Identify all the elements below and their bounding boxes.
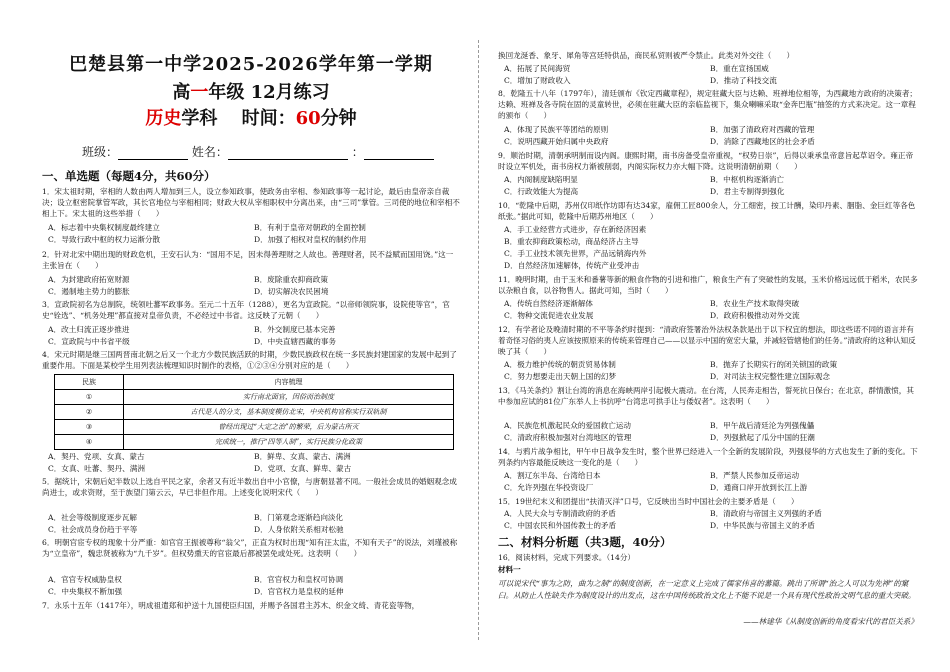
q3-option-a[interactable]: A．改土归流正逐步推进: [48, 325, 130, 334]
subject-name: 历史: [145, 108, 182, 129]
right-column: [498, 0, 918, 672]
table-cell-number: ③: [55, 420, 124, 435]
q9-option-d[interactable]: D．君主专制得到强化: [710, 187, 785, 196]
q7-option-d[interactable]: D．推动了科技交流: [710, 76, 777, 85]
table-cell-content: 完成统一，推行“四等人制”，实行民族分化政策: [124, 435, 454, 450]
q11-option-b[interactable]: B．农业生产技术取得突破: [710, 299, 800, 308]
q11-option-d[interactable]: D．政府积极推动对外交流: [710, 311, 800, 320]
q7-option-c[interactable]: C．增加了财政收入: [504, 76, 571, 85]
q14-option-b[interactable]: B．严禁人民参加反帝运动: [710, 471, 800, 480]
q5-option-b[interactable]: B．门第观念逐渐趋向淡化: [254, 513, 344, 522]
q10-option-c[interactable]: C．手工业技术领先世界，产品远销海内外: [504, 249, 647, 258]
grade-pre: 高: [172, 82, 191, 103]
q3-stem: 3．宣政院初名为总制院，统领吐蕃军政事务。至元二十五年（1288），更名为宣政院。“以帝师领院事，设院使等官”，官史“铨选”、“机务处理”都直接对皇帝负责，不必经过中书省。这反映了元朝（ ）: [42, 300, 450, 321]
table-header-row: [55, 375, 454, 390]
time-value: 60: [295, 108, 321, 129]
q15-stem: 15．19世纪末义和团提出“扶清灭洋”口号，它反映出当时中国社会的主要矛盾是（ ）: [498, 497, 799, 506]
q8-option-a[interactable]: A．体现了民族平等团结的原则: [504, 125, 609, 134]
q12-stem: 12．有学者论及晚清时期的不平等条约时提到：“清政府签署治外法权条款是出于以下权宜的想法，即这些诺不同的语言并有着奇怪习俗的夷人应该按照原来的传统来管理自己——以显示中国的宽宏大量，并减轻管辖他们的任务。”清政府的这种认知反映了其（ ）: [498, 325, 916, 357]
q4-option-a[interactable]: A．契丹、党项、女真、蒙古: [48, 452, 145, 461]
q13-option-d[interactable]: D．列强掀起了瓜分中国的狂潮: [710, 433, 815, 442]
q6-stem: 6．明朝官宦专权的现象十分严重：如官官王振被尊称“翁父”，正直为权时出现“知有汪太监，不知有天子”的说法，刘瑾被称为“立皇帝”，魏忠贤被称为“九千岁”。但权势熏天的官宦最后都被罢免或处死。这表明（ ）: [42, 538, 458, 559]
q3-option-c[interactable]: C．宣政院与中书省平级: [48, 337, 130, 346]
extra-field[interactable]: [364, 147, 434, 160]
extra-colon: ：: [351, 145, 364, 159]
table-cell-number: ②: [55, 405, 124, 420]
q16-material-label: 材料一: [498, 565, 521, 574]
q10-stem: 10．“乾隆中后期，苏州仅印纸作坊即有达34家，雇佣工匠800余人，分工细密，按工计酬，染印丹素、胭脂、金巨红等各色纸张。”据此可知，乾隆中后期苏州地区（ ）: [498, 201, 916, 222]
name-field[interactable]: [228, 147, 348, 160]
q6-option-b[interactable]: B．官官权力和皇权可协调: [254, 575, 344, 584]
name-label: 姓名：: [191, 145, 228, 159]
q13-option-b[interactable]: B．甲午战后清廷沦为列强傀儡: [710, 421, 815, 430]
q8-option-d[interactable]: D．消除了西藏地区的社会矛盾: [710, 137, 815, 146]
q14-option-a[interactable]: A．割辽东半岛、台湾给日本: [504, 471, 601, 480]
q16-stem: 16．阅读材料，完成下列要求。（14分）: [498, 553, 636, 562]
table-header-nation: 民族: [55, 375, 124, 390]
table-cell-content: 实行南北面官，因俗而治制度: [124, 390, 454, 405]
q4-option-d[interactable]: D．党项、女真、鲜卑、蒙古: [254, 464, 352, 473]
q9-option-c[interactable]: C．行政效能大为提高: [504, 187, 579, 196]
left-column: [42, 0, 460, 672]
q14-stem: 14．与鸦片战争相比，甲午中日战争发生时，整个世界已经进入一个全新的发展阶段，列强侵华的方式也发生了新的变化。下列条约内容最能反映这一变化的是（ ）: [498, 447, 918, 468]
q15-option-b[interactable]: B．清政府与帝国主义列强的矛盾: [710, 509, 822, 518]
q2-option-a[interactable]: A．为封建政府拓宽财源: [48, 275, 130, 284]
q6-option-a[interactable]: A．官官专权威胁皇权: [48, 575, 122, 584]
column-divider: [478, 40, 479, 640]
q12-option-c[interactable]: C．努力想要走出天朝上国的幻梦: [504, 372, 617, 381]
q1-stem: 1．宋太祖时期，宰相的人数由两人增加到三人，设立参知政事，使政务由宰相、参知政事等一起讨论，最后由皇帝亲自裁决；设立枢密院掌管军政，其长官地位与宰相相同；财政大权从宰相职权中分离出来，由“三司”掌管。三司使的地位和宰相不相上下。宋太祖的这些举措（ ）: [42, 187, 460, 219]
table-row: [55, 405, 454, 420]
q6-option-c[interactable]: C．中央集权不断加强: [48, 587, 123, 596]
q15-option-c[interactable]: C．中国农民和外国传教士的矛盾: [504, 521, 617, 530]
table-row: [55, 435, 454, 450]
q4-stem: 4．宋元时期是继三国两晋南北朝之后又一个北方少数民族活跃的时期，少数民族政权在统一多民族封建国家的发展中起到了重要作用。下面是某校学生用列表法梳理知识时制作的表格，①②③④分别对应的是（ ）: [42, 350, 457, 371]
q16-material-quote: 可以说宋代“事为之防，曲为之制”的制度创新，在一定意义上完成了儒家伟喜的蕃篇。跳出了所谓“治之人可以为先禅”的窠臼。从防止人性缺失作为制度设计的出发点，这在中国传统政治文化上不能不说是一个具有现代性政治文明气息的重大突破。: [498, 579, 916, 600]
q8-option-b[interactable]: B．加强了清政府对西藏的管理: [710, 125, 815, 134]
q4-option-c[interactable]: C．女真、吐蕃、契丹、满洲: [48, 464, 145, 473]
q14-option-c[interactable]: C．允许列强在华投资设厂: [504, 483, 594, 492]
grade-post: 年级 12月练习: [208, 82, 330, 103]
q7-stem-continued: 换回龙涎香、象牙、犀角等宫廷特供品，商民私贸则被严令禁止。此类对外交往（ ）: [498, 51, 795, 60]
q2-option-d[interactable]: D．切实解决农民困境: [254, 287, 329, 296]
table-header-content: 内容梳理: [124, 375, 454, 390]
table-cell-content: 古代是人的分支，基本制度模仿北宋，中央机构官称实行双轨制: [124, 405, 454, 420]
q7-option-b[interactable]: B．重在宣扬国威: [710, 64, 769, 73]
table-cell-content: 曾经出现过“大定之治”的繁荣，后为蒙古所灭: [124, 420, 454, 435]
q7-option-a[interactable]: A．拓展了民间海贸: [504, 64, 571, 73]
q14-option-d[interactable]: D．通商口岸开放到长江上游: [710, 483, 808, 492]
q1-option-a[interactable]: A．标志着中央集权制度最终建立: [48, 223, 160, 232]
subject-mid: 学科 时间：: [181, 108, 296, 129]
q9-stem: 9．顺治时期，清朝承明制而设内阁。康熙时期，南书房备受皇帝重视，“权势日崇”，后得以秉承皇帝意旨起草诏令。雍正帝时设立军机处，南书房权力渐被削弱，内阁实际权力亦大幅下降。这说明清朝前期（ ）: [498, 151, 914, 172]
q7-stem-start: 7．永乐十五年（1417年），明成祖遣郑和护送十九国使臣归国，并赐予各国君主苏木、织金文绮、青花瓷等物，: [42, 601, 420, 610]
q12-option-d[interactable]: D．对司法主权完整性建立国际观念: [710, 372, 830, 381]
q12-option-a[interactable]: A．极力维护传统的朝贡贸易体制: [504, 360, 616, 369]
q11-stem: 11．晚明时期，由于玉米和番薯等新的粮食作物的引进和推广，粮食生产有了突破性的发展，玉米价格远远低于稻米，农民多以杂粮自食，以谷物售人。据此可知，当时（ ）: [498, 275, 918, 296]
grade-number: 一: [190, 82, 209, 103]
q2-option-b[interactable]: B．废除重农抑商政策: [254, 275, 328, 284]
class-field[interactable]: [118, 147, 188, 160]
q5-option-c[interactable]: C．社会成员身份趋于平等: [48, 525, 138, 534]
q15-option-d[interactable]: D．中华民族与帝国主义的矛盾: [710, 521, 815, 530]
table-row: [55, 390, 454, 405]
grade-title: [42, 78, 460, 104]
table-cell-number: ④: [55, 435, 124, 450]
section-2-heading: 二、材料分析题（共3题，40分）: [498, 535, 672, 549]
q11-option-c[interactable]: C．物种交流促进农业发展: [504, 311, 594, 320]
q13-option-c[interactable]: C．清政府积极加强对台湾地区的管理: [504, 433, 632, 442]
q9-option-b[interactable]: B．中枢机构逐渐消亡: [710, 175, 784, 184]
q1-option-d[interactable]: D．加强了相权对皇权的制约作用: [254, 235, 367, 244]
q11-option-a[interactable]: A．传统自然经济逐渐解体: [504, 299, 594, 308]
table-cell-number: ①: [55, 390, 124, 405]
q2-stem: 2．针对北宋中期出现的财政危机，王安石认为：“国用不足，因未得善理财之人故也。善理财者，民不益赋而国用饶。”这一主张旨在（ ）: [42, 250, 454, 271]
q8-option-c[interactable]: C．说明西藏开始归属中央政府: [504, 137, 609, 146]
class-label: 班级：: [82, 145, 119, 159]
q4-option-b[interactable]: B．鲜卑、女真、蒙古、满洲: [254, 452, 351, 461]
q15-option-a[interactable]: A．人民大众与专制清政府的矛盾: [504, 509, 616, 518]
table-row: [55, 420, 454, 435]
q13-stem: 13．《马关条约》割让台湾的消息在海峡两岸引起极大震动。在台湾，人民奔走相告，誓死抗日保台；在北京，群情激愤，其中参加应试的81位广东举人上书抗呼“台湾忠可拱手让与倭奴者”。这表明（ ）: [498, 386, 914, 407]
q6-option-d[interactable]: D．官官权力是皇权的延伸: [254, 587, 344, 596]
q8-stem: 8．乾隆五十八年（1797年），清廷颁布《钦定西藏章程》，规定驻藏大臣与达赖、班禅地位相等，为西藏地方政府的决策者；达赖、班禅及各寺院在固的灵童转世，必须在驻藏大臣的亲临监视下，集众喇嘛采取“金奔巴瓶”抽签的方式来决定。这一章程的颁布（ ）: [498, 89, 918, 121]
q5-option-a[interactable]: A．社会等级制度逐步瓦解: [48, 513, 138, 522]
subject-title: [42, 104, 460, 130]
q16-material-source: ——林建华《从制度创新的角度看宋代的君臣关系》: [743, 617, 918, 626]
q9-option-a[interactable]: A．内阁制度缺陷明显: [504, 175, 578, 184]
exam-title: 巴楚县第一中学2025-2026学年第一学期: [69, 54, 433, 75]
q10-option-d[interactable]: D．自然经济加速解体，传统产业受冲击: [504, 261, 640, 270]
q2-option-c[interactable]: C．遏制地主势力的膨胀: [48, 287, 130, 296]
q10-option-b[interactable]: B．重农抑商政策松动，商品经济占主导: [504, 237, 639, 246]
q5-stem: 5．据统计，宋朝后妃半数以上选自平民之家，余者又有近半数出自中小官僚，与唐朝显著不同。一般社会成员的婚姻观念成尚进士，或求资财，至于族望门第云云，早已非但作用。上述变化说明宋代（ ）: [42, 477, 457, 498]
q3-option-b[interactable]: B．外交制度已基本完善: [254, 325, 336, 334]
q4-table: [54, 374, 454, 450]
q1-option-c[interactable]: C．导致行政中枢的权力运渐分散: [48, 235, 161, 244]
q3-option-d[interactable]: D．中央直辖西藏的事务: [254, 337, 337, 346]
q12-option-b[interactable]: B．抛弃了长期实行的闭关锁国的政策: [710, 360, 838, 369]
q10-option-a[interactable]: A．手工业经营方式进步，存在新经济因素: [504, 225, 647, 234]
q1-option-b[interactable]: B．有利于皇帝对朝政的全面控制: [254, 223, 366, 232]
time-unit: 分钟: [320, 108, 357, 129]
student-info: [82, 143, 434, 160]
section-1-heading: 一、单选题（每题4分，共60分）: [42, 169, 216, 183]
q5-option-d[interactable]: D．人身依附关系相对松驰: [254, 525, 344, 534]
q13-option-a[interactable]: A．民族危机激起民众的爱国救亡运动: [504, 421, 631, 430]
